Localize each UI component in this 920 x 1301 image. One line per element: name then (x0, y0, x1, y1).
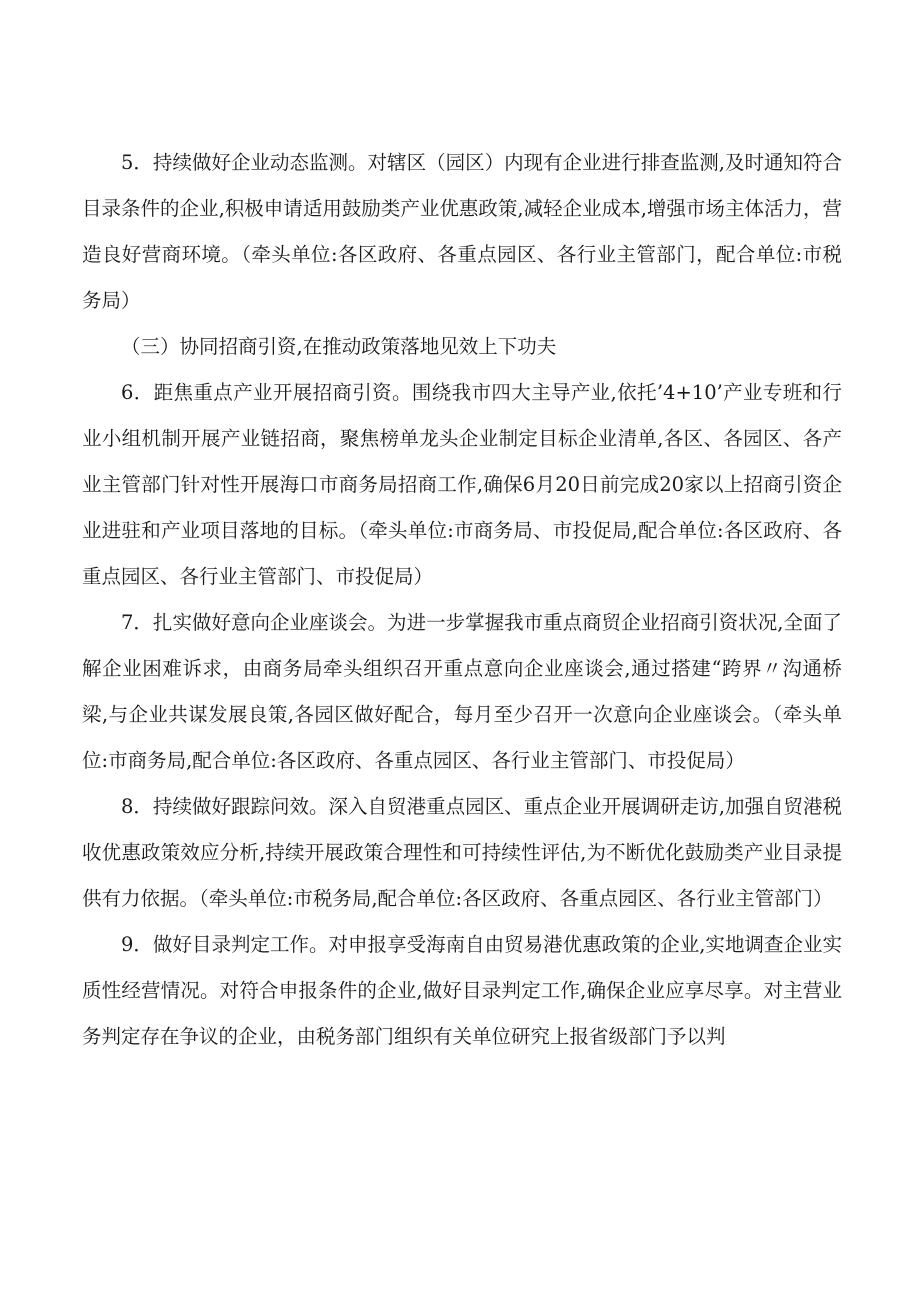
paragraph-item-7: 7．扎实做好意向企业座谈会。为进一步掌握我市重点商贸企业招商引资状况,全面了解企业困难诉求，由商务局牵头组织召开重点意向企业座谈会,通过搭建“跨界〃沟通桥梁,与企业共谋发展良策,各园区做好配合，每月至少召开一次意向企业座谈会。（牵头单位:市商务局,配合单位:各区政府、各重点园区、各行业主管部门、市投促局） (82, 611, 842, 772)
paragraph-item-5: 5．持续做好企业动态监测。对辖区（园区）内现有企业进行排查监测,及时通知符合目录条件的企业,积极申请适用鼓励类产业优惠政策,减轻企业成本,增强市场主体活力，营造良好营商环境。（牵头单位:各区政府、各重点园区、各行业主管部门，配合单位:市税务局） (82, 151, 842, 312)
section-heading-3: （三）协同招商引资,在推动政策落地见效上下功夫 (121, 335, 557, 358)
paragraph-item-9: 9．做好目录判定工作。对申报享受海南自由贸易港优惠政策的企业,实地调查企业实质性经营情况。对符合申报条件的企业,做好目录判定工作,确保企业应享尽享。对主营业务判定存在争议的企业，由税务部门组织有关单位研究上报省级部门予以判 (82, 933, 842, 1048)
document-body (82, 140, 842, 1060)
paragraph-item-6: 6．距焦重点产业开展招商引资。围绕我市四大主导产业,依托’4+10’产业专班和行业小组机制开展产业链招商，聚焦榜单龙头企业制定目标企业清单,各区、各园区、各产业主管部门针对性开展海口市商务局招商工作,确保6月20日前完成20家以上招商引资企业进驻和产业项目落地的目标。（牵头单位:市商务局、市投促局,配合单位:各区政府、各重点园区、各行业主管部门、市投促局） (82, 381, 842, 588)
paragraph-item-8: 8．持续做好跟踪问效。深入自贸港重点园区、重点企业开展调研走访,加强自贸港税收优惠政策效应分析,持续开展政策合理性和可持续性评估,为不断优化鼓励类产业目录提供有力依据。（牵头单位:市税务局,配合单位:各区政府、各重点园区、各行业主管部门） (82, 795, 842, 910)
